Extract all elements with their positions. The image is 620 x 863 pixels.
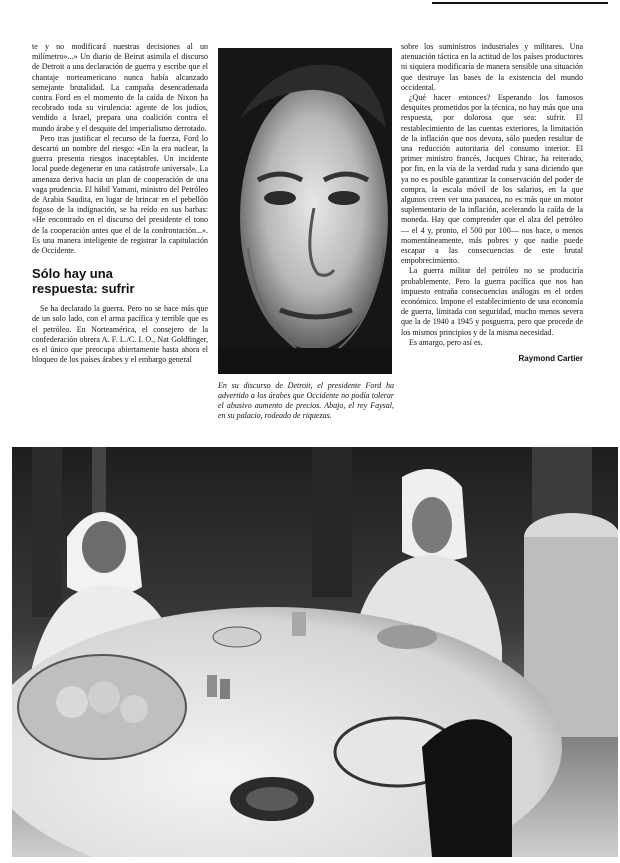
right-paragraph-2: ¿Qué hacer entonces? Esperando los famosos desquites prometidos por la técnica, no hay más que una respuesta, por dolorosa que sea: sufrir. El restablecimiento de las cuentas exteriores, la limitación de la inflación que nos devora, sólo pueden resultar de una reducción autoritaria del consumo interior. El primer ministro francés, Jacques Chirac, ha reiterado, por fin, en la vía de la verdad ruda y sana diciendo que ya no es posible garantizar la conservación del poder de compra, la escala móvil de los salarios, en la que algunos creen ver una panacea, no es más que un motor suplementario de la inflación, acelerando la caída de la moneda. Hay que comprender que el alza del petróleo — el 4 y, pronto, el 500 por 100— nos hace, o menos momentáneamente, más pobres y que nadie puede escapar a las consecuencias de este brutal empobrecimiento.	[401, 93, 583, 266]
left-paragraph-1: te y no modificará nuestras decisiones al un milímetro»...» Un diario de Beirut asimila el discurso de Detroit a una declaración de guerra y escribe que el chantaje norteamericano nunca había alcanzado semejante brutalidad. La campaña desencadenada contra Ford en el momento de la caída de Nixon ha recobrado toda su virulencia: agente de los judíos, vendido a Israel, prepara una coalición contra el mundo árabe y el desquite del imperialismo derrotado.	[32, 42, 208, 133]
right-text-column	[401, 42, 583, 364]
headline-line-1: Sólo hay una	[32, 266, 113, 282]
right-paragraph-4: Es amargo, pero así es.	[409, 337, 483, 347]
byline: Raymond Cartier	[518, 354, 583, 364]
banquet-illustration	[12, 447, 618, 857]
banquet-photo-faysal	[12, 447, 618, 857]
section-headline	[32, 266, 208, 296]
portrait-illustration	[218, 48, 392, 374]
left-paragraph-3: Se ha declarado la guerra. Pero no se hace más que de un solo lado, con el arma pacífica y terrible que es el petróleo. En Norteamérica, el consejero de la confederación obrera A. F. L./C. I. O., Nat Goldfinger, es el único que preocupa abiertamente hasta ahora el bloqueo de los países árabes y el embargo general	[32, 304, 208, 365]
headline-line-2: respuesta: sufrir	[32, 281, 135, 297]
right-paragraph-3: La guerra militar del petróleo no se produciría probablemente. Pero la guerra pacífica que nos han impuesto entraña consecuencias análogas en el orden económico. Impone el establecimiento de una economía de guerra, limitada con seguridad, mucho menos severa que la de 1940 a 1945 y posguerra, pero que procede de los mismos principios y de la misma necesidad.	[401, 266, 583, 337]
photo-caption: En su discurso de Detroit, el presidente Ford ha advertido a los árabes que Occidente no podía tolerar el abusivo aumento de precios. Abajo, el rey Faysal, en su palacio, rodeado de riquezas.	[218, 381, 394, 420]
right-paragraph-1: sobre los suministros industriales y militares. Una atenuación táctica en la actitud de los países productores ni siquiera modificaría de manera sensible una situación que destruye las bases de la existencia del mundo occidental.	[401, 42, 583, 92]
left-text-column	[32, 42, 208, 365]
top-rule	[432, 2, 608, 4]
portrait-photo-ford	[218, 48, 392, 374]
left-paragraph-2: Pero tras justificar el recurso de la fuerza, Ford lo descartó un nombre del riesgo: «En la era nuclear, la guerra presenta riesgos inaceptables. Un incidente local puede degenerar en una catástrofe universal». La amenaza deriva hacia un plan de cooperación de una vaga prudencia. El hábil Yamani, ministro del Petróleo de Arabia Saudita, en lugar de brincar en el pebellón fogoso de la indignación, se ha reído en sus barbas: «He encontrado en el discurso del presidente el tono de la cooperación antes que el de la confrontación...». Es una manera inteligente de registrar la capitulación de Occidente.	[32, 133, 208, 256]
